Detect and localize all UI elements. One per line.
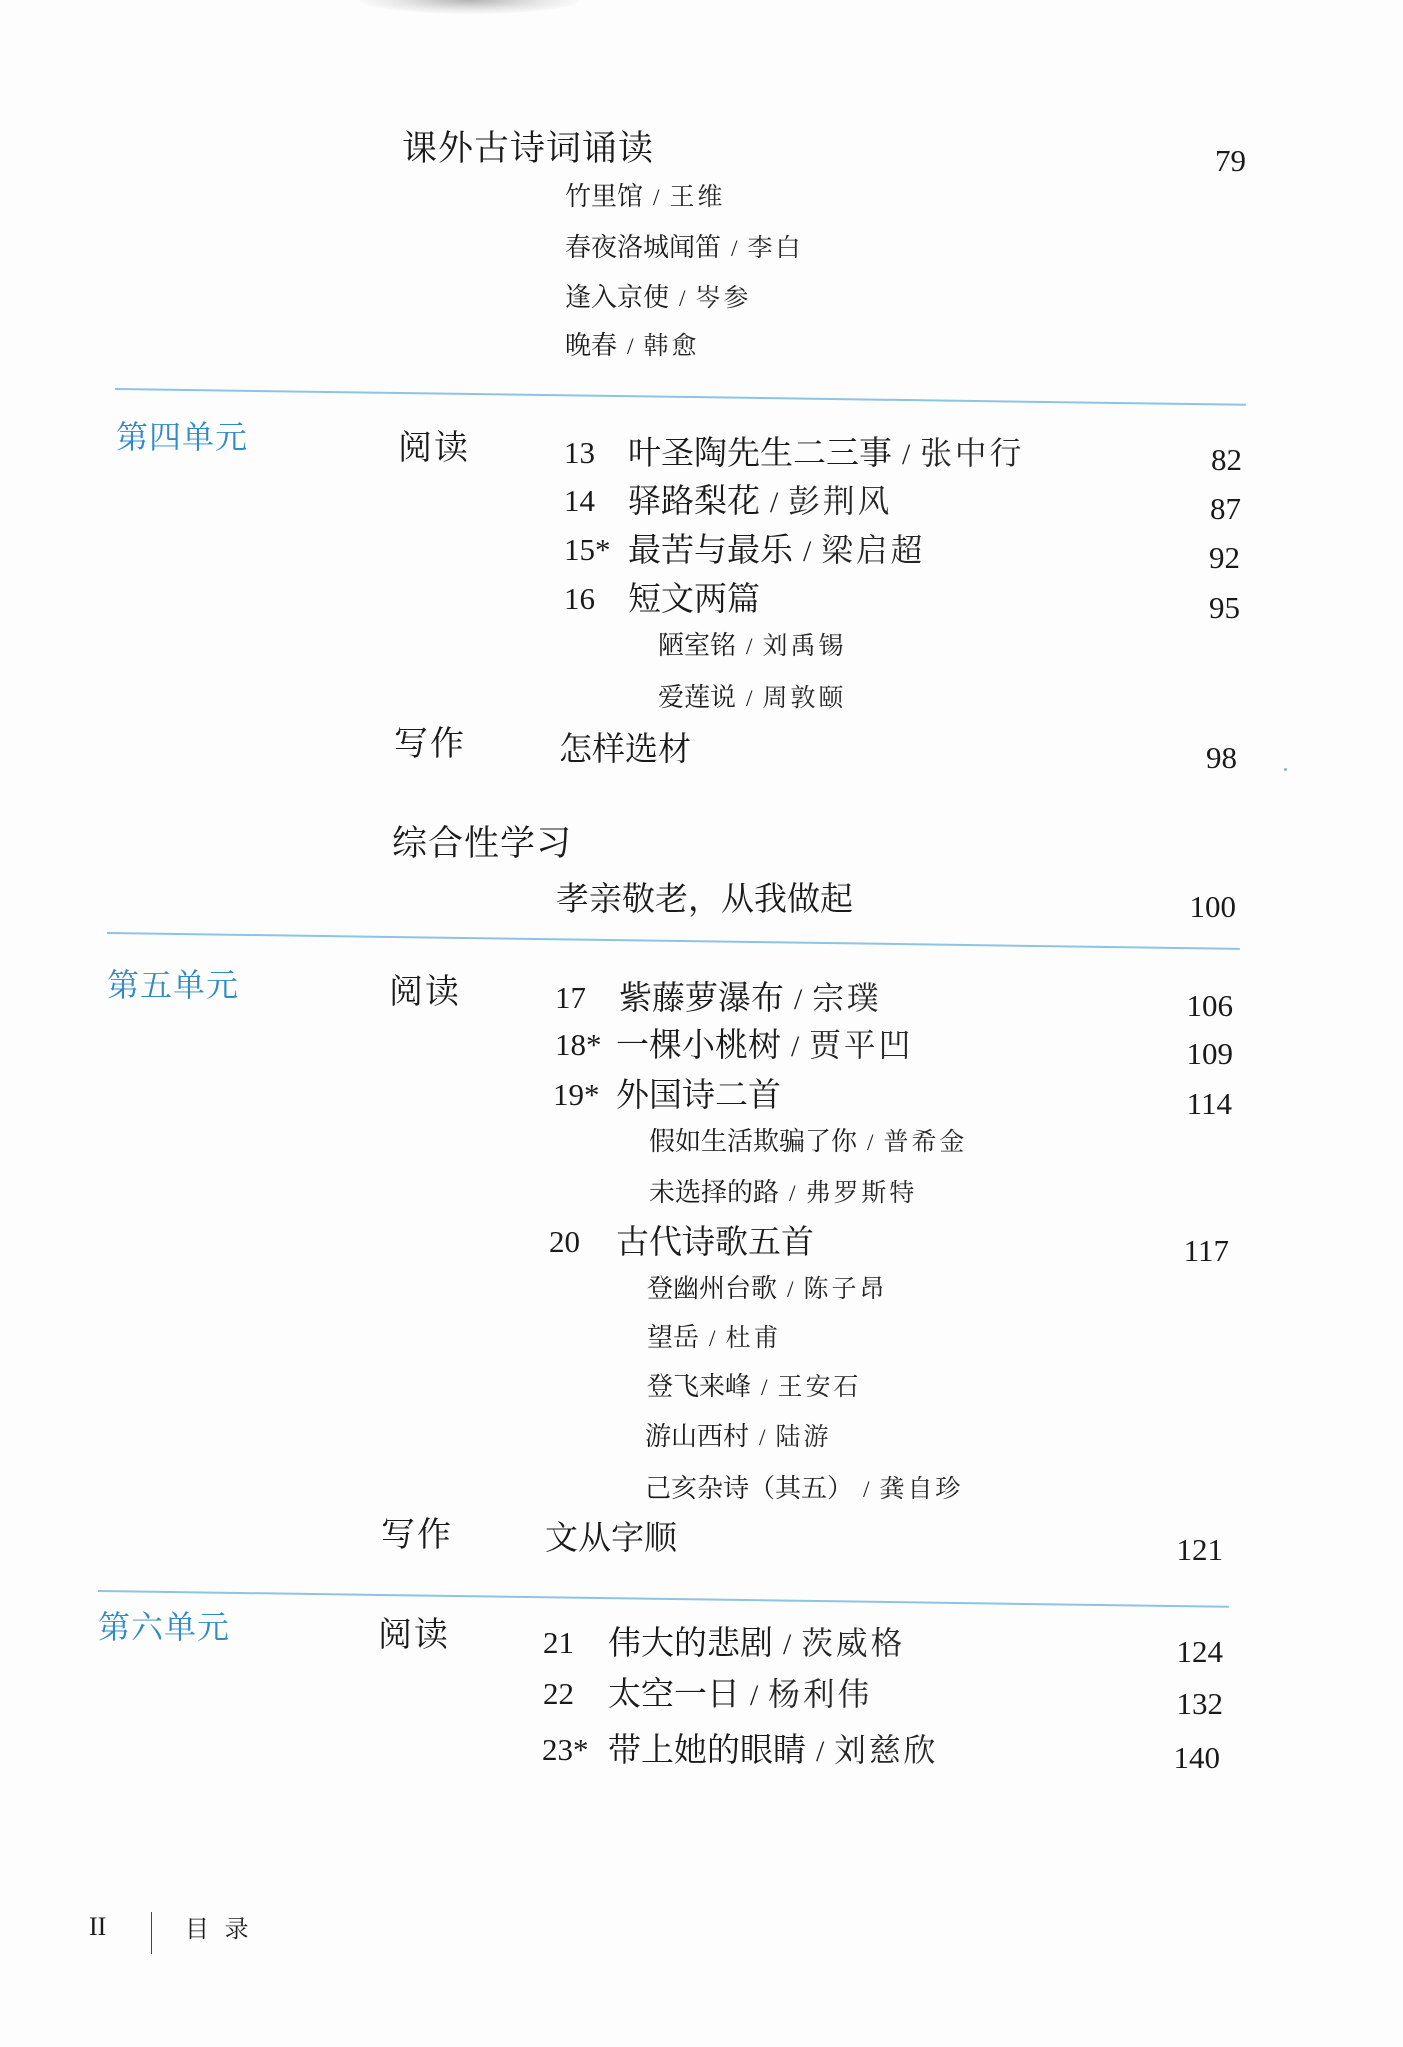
category-integrated-learning: 综合性学习 (392, 824, 573, 864)
piece-entry (649, 1129, 967, 1155)
section-divider (107, 932, 1240, 950)
piece-title: 假如生活欺骗了你 (649, 1127, 858, 1157)
page-number: 109 (1186, 1036, 1233, 1071)
separator: / (759, 1425, 766, 1451)
separator: / (789, 1181, 796, 1207)
lesson-number: 14 (564, 483, 595, 518)
page-number: 132 (1176, 1686, 1223, 1721)
lesson-title: 最苦与最乐 (628, 530, 793, 569)
lesson-entry (608, 1674, 873, 1713)
category-writing: 写作 (394, 724, 466, 764)
scan-shadow (360, 0, 580, 14)
page-number: 87 (1210, 491, 1241, 526)
lesson-title: 一棵小桃树 (616, 1025, 781, 1064)
separator: / (627, 334, 634, 360)
poem-title: 春夜洛城闻笛 (565, 233, 722, 263)
piece-author: 陈子昂 (803, 1274, 888, 1303)
lesson-number: 19* (553, 1077, 600, 1112)
page-number: 98 (1206, 740, 1237, 775)
lesson-title: 短文两篇 (628, 579, 760, 618)
page-number: 82 (1211, 442, 1242, 477)
separator: / (770, 487, 779, 519)
page-number: 92 (1209, 540, 1240, 575)
separator: / (803, 536, 812, 568)
lesson-number: 13 (564, 435, 595, 470)
footer-label: 目 录 (185, 1915, 253, 1943)
piece-title: 爱莲说 (658, 683, 737, 713)
lesson-title: 带上她的眼睛 (608, 1730, 806, 1769)
separator: / (902, 439, 911, 471)
lesson-title: 驿路梨花 (628, 481, 760, 520)
poem-title: 逢入京使 (565, 283, 670, 313)
page-number: 79 (1215, 143, 1246, 178)
lesson-number: 21 (543, 1625, 574, 1660)
piece-entry (647, 1374, 861, 1400)
separator: / (731, 236, 738, 262)
lesson-title: 紫藤萝瀑布 (619, 978, 784, 1017)
poem-entry (565, 235, 803, 261)
category-writing: 写作 (381, 1515, 453, 1555)
lesson-entry (616, 1222, 814, 1261)
piece-entry (658, 633, 846, 659)
section-divider (98, 1590, 1229, 1608)
piece-title: 登飞来峰 (647, 1372, 752, 1402)
piece-entry (647, 1276, 887, 1302)
lesson-entry (608, 1730, 939, 1769)
lesson-entry (608, 1623, 906, 1662)
poem-entry (565, 285, 751, 311)
piece-entry (647, 1325, 781, 1351)
piece-author: 刘禹锡 (762, 631, 847, 660)
section-title: 课外古诗词诵读 (402, 129, 655, 169)
separator: / (679, 286, 686, 312)
lesson-author: 张中行 (920, 436, 1025, 472)
piece-title: 登幽州台歌 (647, 1274, 778, 1304)
lesson-entry (628, 530, 926, 569)
page-number: 117 (1183, 1233, 1229, 1268)
page-number: 95 (1209, 590, 1240, 625)
lesson-title: 古代诗歌五首 (616, 1222, 814, 1261)
page-number: 114 (1186, 1086, 1232, 1121)
lesson-number: 17 (555, 980, 586, 1015)
integrated-title: 孝亲敬老，从我做起 (556, 879, 853, 918)
separator: / (746, 686, 753, 712)
page-number: 100 (1189, 889, 1236, 924)
writing-title: 文从字顺 (545, 1518, 677, 1557)
separator: / (750, 1680, 759, 1712)
lesson-title: 叶圣陶先生二三事 (628, 433, 892, 472)
poem-title: 晚春 (565, 331, 618, 361)
separator: / (746, 634, 753, 660)
poem-author: 王维 (669, 182, 726, 211)
piece-author: 弗罗斯特 (805, 1178, 918, 1207)
lesson-author: 宗璞 (812, 981, 882, 1017)
category-reading: 阅读 (378, 1615, 450, 1655)
piece-title: 未选择的路 (649, 1178, 780, 1208)
lesson-author: 彭荆风 (788, 484, 893, 520)
lesson-entry (628, 433, 1025, 472)
lesson-author: 茨威格 (801, 1626, 906, 1662)
lesson-entry (628, 579, 760, 618)
lesson-number: 23* (542, 1732, 589, 1767)
lesson-number: 20 (549, 1224, 580, 1259)
lesson-number: 18* (555, 1027, 602, 1062)
piece-author: 普希金 (883, 1127, 968, 1156)
poem-author: 李白 (747, 233, 804, 262)
lesson-entry (628, 481, 893, 520)
separator: / (761, 1375, 768, 1401)
piece-entry (649, 1180, 917, 1206)
unit-label: 第五单元 (107, 966, 240, 1004)
poem-author: 韩愈 (643, 331, 700, 360)
lesson-number: 15* (564, 532, 611, 567)
page-number: 140 (1173, 1740, 1220, 1775)
piece-title: 望岳 (647, 1323, 700, 1353)
piece-title: 陋室铭 (658, 631, 737, 661)
piece-title: 游山西村 (645, 1422, 750, 1452)
separator: / (783, 1629, 792, 1661)
separator: / (791, 1031, 800, 1063)
lesson-author: 贾平凹 (809, 1028, 914, 1064)
lesson-entry (616, 1025, 914, 1064)
lesson-author: 梁启超 (821, 533, 926, 569)
poem-entry (565, 184, 725, 210)
piece-author: 王安石 (777, 1372, 862, 1401)
poem-entry (565, 333, 699, 359)
lesson-author: 刘慈欣 (834, 1733, 939, 1769)
separator: / (794, 984, 803, 1016)
writing-title: 怎样选材 (559, 729, 691, 768)
lesson-number: 22 (543, 1676, 574, 1711)
separator: / (709, 1326, 716, 1352)
piece-author: 杜甫 (725, 1323, 782, 1352)
footer-page-numeral: II (89, 1912, 107, 1941)
section-divider (115, 388, 1246, 406)
lesson-author: 杨利伟 (768, 1677, 873, 1713)
lesson-entry (619, 978, 882, 1017)
lesson-number: 16 (564, 581, 595, 616)
piece-author: 陆游 (775, 1422, 832, 1451)
category-reading: 阅读 (398, 428, 470, 468)
piece-entry (658, 685, 846, 711)
separator: / (653, 185, 660, 211)
lesson-entry (616, 1075, 781, 1114)
lesson-title: 太空一日 (608, 1674, 740, 1713)
lesson-title: 外国诗二首 (616, 1075, 781, 1114)
footer-divider (151, 1912, 152, 1954)
scan-speck (1284, 768, 1287, 771)
unit-label: 第六单元 (98, 1608, 231, 1646)
separator: / (787, 1277, 794, 1303)
separator: / (816, 1736, 825, 1768)
page-number: 121 (1176, 1532, 1223, 1567)
lesson-title: 伟大的悲剧 (608, 1623, 773, 1662)
page-number: 106 (1186, 988, 1233, 1023)
piece-author: 周敦颐 (762, 683, 847, 712)
piece-title: 己亥杂诗（其五） (645, 1474, 854, 1504)
piece-author: 龚自珍 (879, 1474, 964, 1503)
separator: / (863, 1477, 870, 1503)
poem-title: 竹里馆 (565, 182, 644, 212)
page-number: 124 (1176, 1634, 1223, 1669)
separator: / (867, 1130, 874, 1156)
piece-entry (645, 1424, 831, 1450)
poem-author: 岑参 (695, 283, 752, 312)
category-reading: 阅读 (389, 972, 461, 1012)
piece-entry (645, 1476, 963, 1502)
unit-label: 第四单元 (116, 418, 249, 456)
